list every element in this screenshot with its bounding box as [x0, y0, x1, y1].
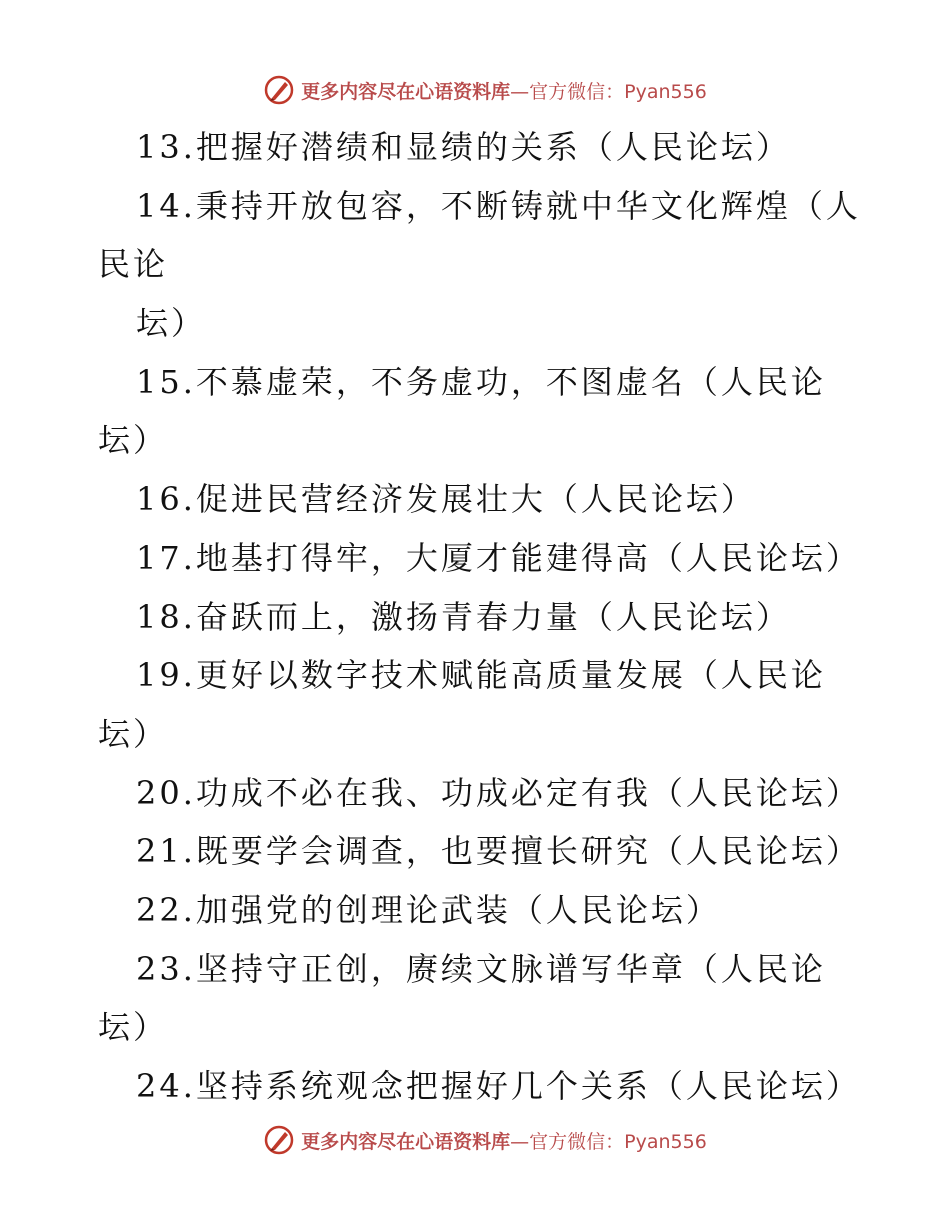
banner-dash: — [510, 80, 530, 103]
text-line: 15.不慕虚荣，不务虚功，不图虚名（人民论 [136, 362, 826, 401]
text-line: 坛） [98, 714, 169, 753]
header-banner-inner [263, 74, 707, 106]
text-line: 民论 [98, 245, 169, 284]
text-line: 坛） [98, 1008, 169, 1047]
footer-banner [0, 1120, 950, 1160]
text-line: 18.奋跃而上，激扬青春力量（人民论坛） [136, 597, 791, 636]
banner-title: 更多内容尽在心语资料库 [301, 1130, 511, 1153]
banner-wechat: 官方微信：Pyan556 [529, 80, 707, 103]
footer-banner-text [301, 1127, 707, 1154]
header-banner [0, 70, 950, 110]
text-line: 16.促进民营经济发展壮大（人民论坛） [136, 480, 756, 519]
banner-wechat: 官方微信：Pyan556 [529, 1130, 707, 1153]
text-line: 坛） [98, 421, 169, 460]
text-line: 22.加强党的创理论武装（人民论坛） [136, 890, 721, 929]
banner-dash: — [510, 1130, 530, 1153]
text-line: 23.坚持守正创，赓续文脉谱写华章（人民论 [136, 949, 826, 988]
text-line: 17.地基打得牢，大厦才能建得高（人民论坛） [136, 538, 861, 577]
text-line: 19.更好以数字技术赋能高质量发展（人民论 [136, 656, 826, 695]
pen-logo-icon [263, 1124, 295, 1156]
text-line: 24.坚持系统观念把握好几个关系（人民论坛） [136, 1067, 861, 1105]
header-banner-text [301, 77, 707, 104]
text-line: 坛） [136, 304, 207, 343]
document-body [98, 118, 861, 1116]
banner-title: 更多内容尽在心语资料库 [301, 80, 511, 103]
text-line: 21.既要学会调查，也要擅长研究（人民论坛） [136, 832, 861, 871]
pen-logo-icon [263, 74, 295, 106]
text-line: 14.秉持开放包容，不断铸就中华文化辉煌（人 [136, 186, 861, 225]
text-line: 20.功成不必在我、功成必定有我（人民论坛） [136, 773, 861, 812]
text-line: 13.把握好潜绩和显绩的关系（人民论坛） [136, 128, 791, 166]
footer-banner-inner [263, 1124, 707, 1156]
